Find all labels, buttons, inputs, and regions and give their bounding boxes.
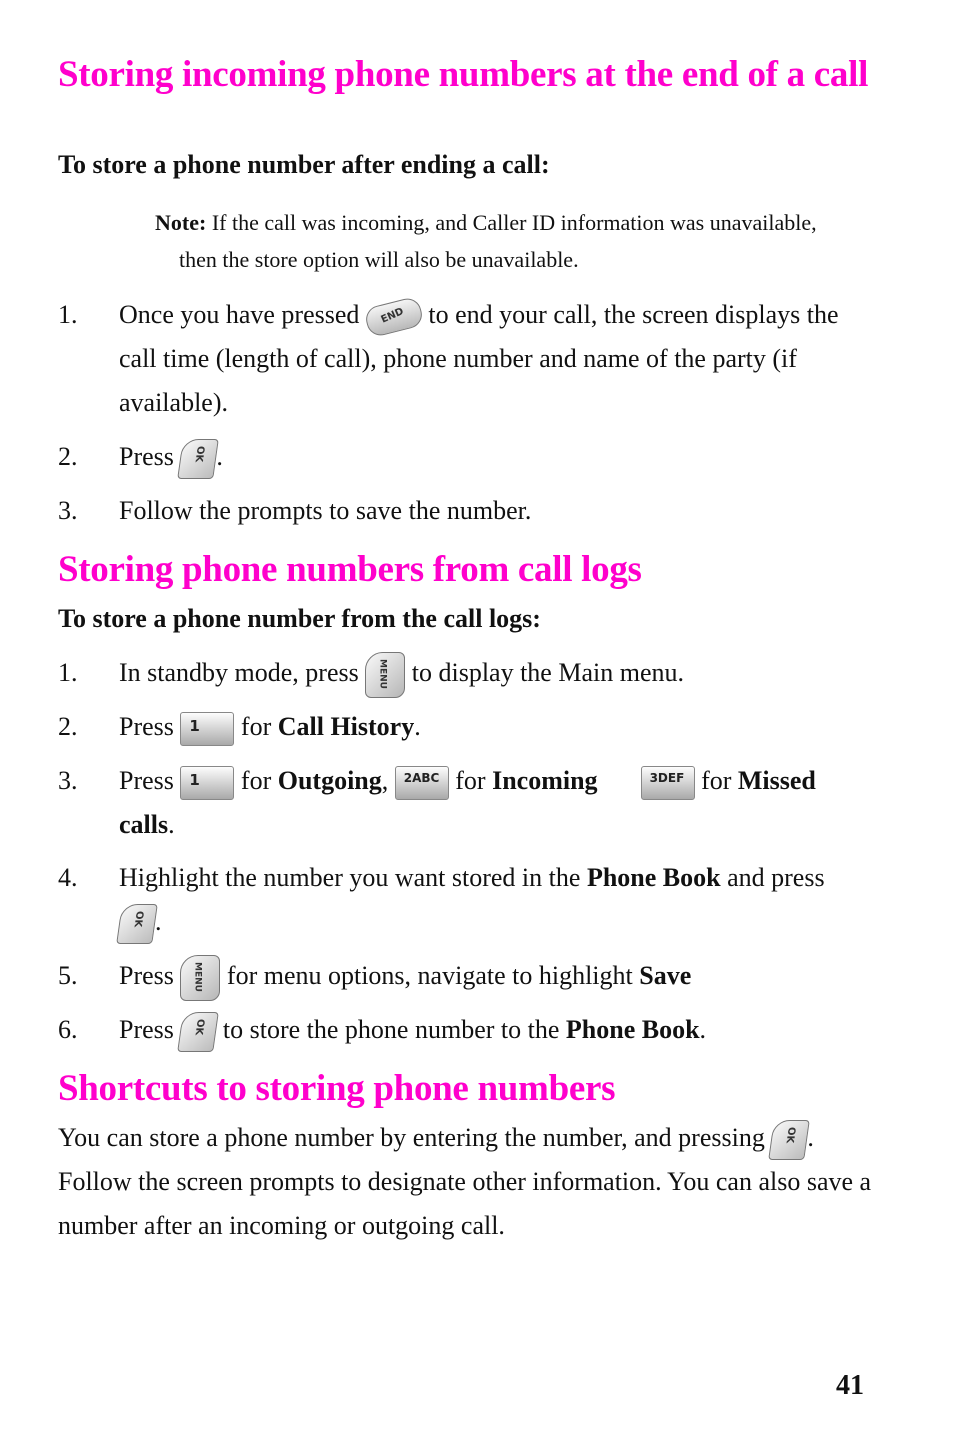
step-keyword: Outgoing <box>277 766 382 795</box>
step-number: 3. <box>58 496 78 525</box>
key-label: 3DEF <box>649 771 685 786</box>
ok-key-icon <box>769 1120 811 1160</box>
shortcuts-paragraph <box>58 1116 884 1248</box>
step-keyword: Phone Book <box>565 1015 700 1044</box>
ok-key-icon <box>178 1012 220 1052</box>
list-item <box>58 1008 858 1052</box>
step-keyword: Save <box>639 961 692 990</box>
step-text: Follow the prompts to save the number. <box>119 496 532 525</box>
paragraph-text: . Follow the screen prompts to designate other information. You can also save a number after an incoming or outgoing call. <box>58 1123 872 1241</box>
menu-key-icon <box>180 955 220 1001</box>
ok-key-label: OK <box>131 911 145 928</box>
step-number: 6. <box>58 1015 78 1044</box>
ok-key-label: OK <box>783 1127 798 1144</box>
step-number: 2. <box>58 712 78 741</box>
ok-key-label: OK <box>192 1019 207 1036</box>
note <box>155 204 875 278</box>
step-keyword: Missed calls <box>119 766 816 839</box>
key-2-icon <box>395 766 449 800</box>
step-number: 4. <box>58 863 78 892</box>
ok-key-icon <box>178 439 220 479</box>
page-number: 41 <box>836 1370 864 1401</box>
step-text: and press <box>720 863 825 892</box>
step-number: 1. <box>58 658 78 687</box>
key-label: 1 <box>189 771 200 790</box>
section-title-shortcuts: Shortcuts to storing phone numbers <box>58 1068 616 1109</box>
list-item <box>58 435 858 479</box>
note-line1: If the call was incoming, and Caller ID information was unavailable, <box>206 210 817 235</box>
key-1-icon <box>180 712 234 746</box>
section-title-storing-incoming: Storing incoming phone numbers at the end of a call <box>58 54 869 95</box>
list-item <box>58 489 858 533</box>
step-keyword: Phone Book <box>586 863 721 892</box>
key-1-icon <box>180 766 234 800</box>
list-item <box>58 954 858 1001</box>
step-text: . <box>216 442 223 471</box>
step-text: Press <box>119 1015 174 1044</box>
section-subtitle: To store a phone number from the call logs: <box>58 604 541 633</box>
step-text: . <box>699 1015 707 1044</box>
list-item <box>58 651 858 698</box>
step-text: for <box>234 766 278 795</box>
end-key-icon <box>363 296 425 339</box>
step-text: for <box>448 766 493 795</box>
menu-key-label: MENU <box>377 659 388 689</box>
step-text: . <box>414 712 421 741</box>
step-number: 2. <box>58 442 78 471</box>
step-text: to store the phone number to the <box>216 1015 566 1044</box>
list-item <box>58 705 858 749</box>
step-number: 3. <box>58 766 78 795</box>
list-item <box>58 856 858 944</box>
list-item <box>58 759 858 847</box>
menu-key-icon <box>365 652 405 698</box>
step-text: to end your call, the screen displays the call time (length of call), phone number and name of the party (if available). <box>119 300 839 417</box>
menu-key-label: MENU <box>192 962 203 992</box>
key-label: 1 <box>189 717 200 736</box>
ok-key-label: OK <box>192 446 207 463</box>
section-subtitle: To store a phone number after ending a call: <box>58 150 550 179</box>
step-text: Press <box>119 712 174 741</box>
step-text: Once you have pressed <box>119 300 360 329</box>
step-keyword: Call History <box>277 712 415 741</box>
step-text: . <box>168 810 175 839</box>
step-text: to display the Main menu. <box>405 658 684 687</box>
section-title-call-logs: Storing phone numbers from call logs <box>58 549 642 590</box>
step-text: Highlight the number you want stored in the <box>119 863 587 892</box>
step-text: for <box>694 766 738 795</box>
step-text: . <box>155 907 162 936</box>
step-text: for menu options, navigate to highlight <box>220 961 640 990</box>
step-text: for <box>234 712 278 741</box>
note-line2: then the store option will also be unavailable. <box>179 247 579 272</box>
ok-key-icon <box>116 904 158 944</box>
list-item <box>58 293 858 425</box>
key-label: 2ABC <box>403 771 440 786</box>
note-label: Note: <box>155 210 207 235</box>
step-number: 5. <box>58 961 78 990</box>
step-text: In standby mode, press <box>119 658 359 687</box>
paragraph-text: You can store a phone number by entering the number, and pressing <box>58 1123 765 1152</box>
step-text: Press <box>119 961 174 990</box>
step-keyword: Incoming <box>492 766 598 795</box>
step-number: 1. <box>58 300 78 329</box>
step-text: Press <box>119 766 174 795</box>
key-3-icon <box>641 766 695 800</box>
end-key-label: END <box>379 306 406 326</box>
step-text: , <box>381 766 395 795</box>
step-text: Press <box>119 442 174 471</box>
